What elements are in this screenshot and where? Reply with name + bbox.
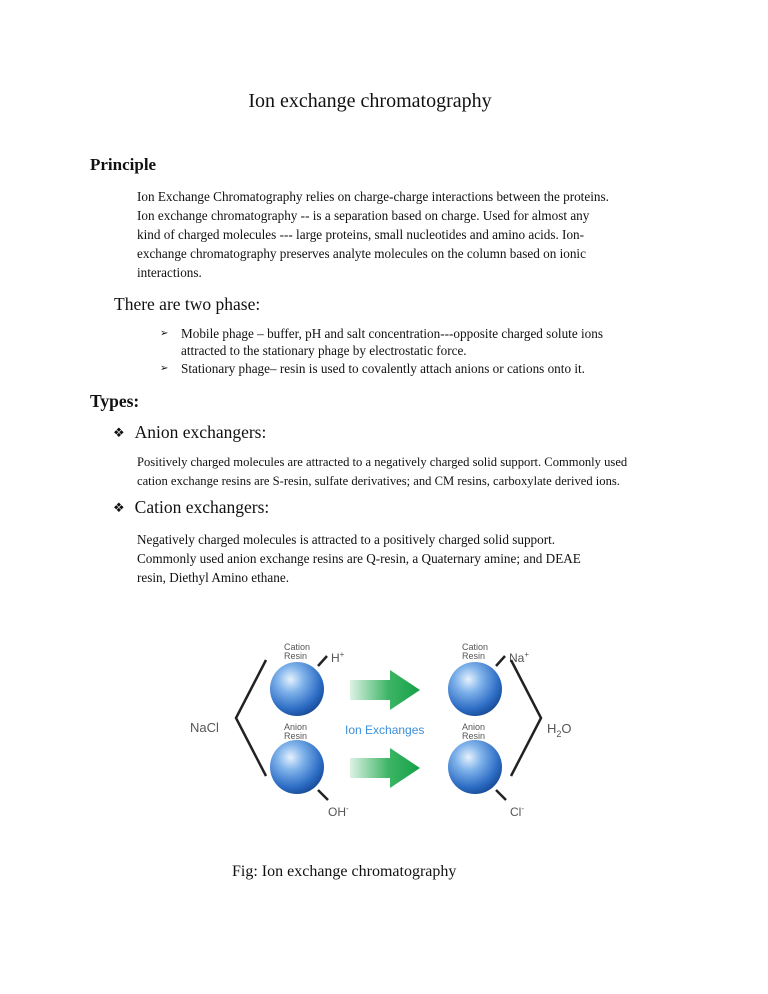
anion-resin-sphere-icon <box>270 740 324 794</box>
principle-line: kind of charged molecules --- large proteins, small nucleotides and amino acids. Ion- <box>137 227 585 242</box>
cation-exchangers-heading <box>113 497 269 518</box>
arrow-bullet-icon: ➢ <box>160 328 169 339</box>
phase-line: Mobile phage – buffer, pH and salt concentration---opposite charged solute ions <box>181 326 603 341</box>
cation-paragraph <box>137 530 697 587</box>
principle-line: interactions. <box>137 265 202 280</box>
page-title: Ion exchange chromatography <box>248 90 492 112</box>
anion-resin-label: Resin <box>284 731 308 741</box>
na-plus-label: Na+ <box>509 650 530 665</box>
cl-minus-label: Cl- <box>510 804 525 819</box>
types-heading: Types: <box>90 391 140 411</box>
principle-heading: Principle <box>90 155 157 174</box>
cation-line: resin, Diethyl Amino ethane. <box>137 570 289 585</box>
oh-minus-label: OH- <box>328 804 349 819</box>
exchange-arrow-icon <box>350 748 420 788</box>
anion-resin-label: Resin <box>462 731 486 741</box>
nacl-label: NaCl <box>190 720 219 735</box>
h-plus-label: H+ <box>331 650 345 665</box>
list-item <box>160 325 700 359</box>
ion-exchanges-label: Ion Exchanges <box>345 723 425 737</box>
principle-line: Ion Exchange Chromatography relies on charge-charge interactions between the proteins. <box>137 189 609 204</box>
right-bracket-icon <box>511 660 541 776</box>
anion-exchangers-heading <box>113 422 266 443</box>
cation-resin-label: Resin <box>462 651 486 661</box>
anion-line: cation exchange resins are S-resin, sulfate derivatives; and CM resins, carboxylate derived ions. <box>137 474 620 488</box>
anion-label: Anion exchangers: <box>134 422 267 442</box>
bond-line <box>318 790 328 800</box>
anion-resin-sphere-icon <box>448 740 502 794</box>
anion-line: Positively charged molecules are attracted to a negatively charged solid support. Commonly used <box>137 455 628 469</box>
diamond-bullet-icon: ❖ <box>113 500 125 515</box>
cation-resin-label: Cation <box>284 642 311 652</box>
phase-line: Stationary phage– resin is used to covalently attach anions or cations onto it. <box>181 361 585 376</box>
phases-list <box>160 325 700 378</box>
list-item <box>160 360 700 377</box>
cation-line: Negatively charged molecules is attracted to a positively charged solid support. <box>137 532 556 547</box>
phases-heading: There are two phase: <box>114 294 261 314</box>
principle-paragraph <box>137 187 697 282</box>
cation-resin-sphere-icon <box>270 662 324 716</box>
cation-label: Cation exchangers: <box>134 497 270 517</box>
anion-resin-label: Anion <box>284 722 308 732</box>
cation-resin-label: Cation <box>462 642 489 652</box>
bond-line <box>496 790 506 800</box>
ion-exchange-diagram <box>170 622 590 842</box>
diamond-bullet-icon: ❖ <box>113 425 125 440</box>
figure-caption: Fig: Ion exchange chromatography <box>232 863 457 880</box>
h2o-label: $H_2O$ <box>547 721 572 739</box>
left-bracket-icon <box>236 660 266 776</box>
anion-resin-label: Anion <box>462 722 486 732</box>
bond-line <box>318 656 327 666</box>
bond-line <box>496 656 505 666</box>
cation-resin-sphere-icon <box>448 662 502 716</box>
anion-paragraph <box>137 453 697 491</box>
principle-line: Ion exchange chromatography -- is a separation based on charge. Used for almost any <box>137 208 590 223</box>
exchange-arrow-icon <box>350 670 420 710</box>
cation-line: Commonly used anion exchange resins are Q-resin, a Quaternary amine; and DEAE <box>137 551 581 566</box>
principle-line: exchange chromatography preserves analyte molecules on the column based on ionic <box>137 246 586 261</box>
arrow-bullet-icon: ➢ <box>160 363 169 374</box>
phase-line: attracted to the stationary phage by electrostatic force. <box>181 343 467 358</box>
cation-resin-label: Resin <box>284 651 308 661</box>
